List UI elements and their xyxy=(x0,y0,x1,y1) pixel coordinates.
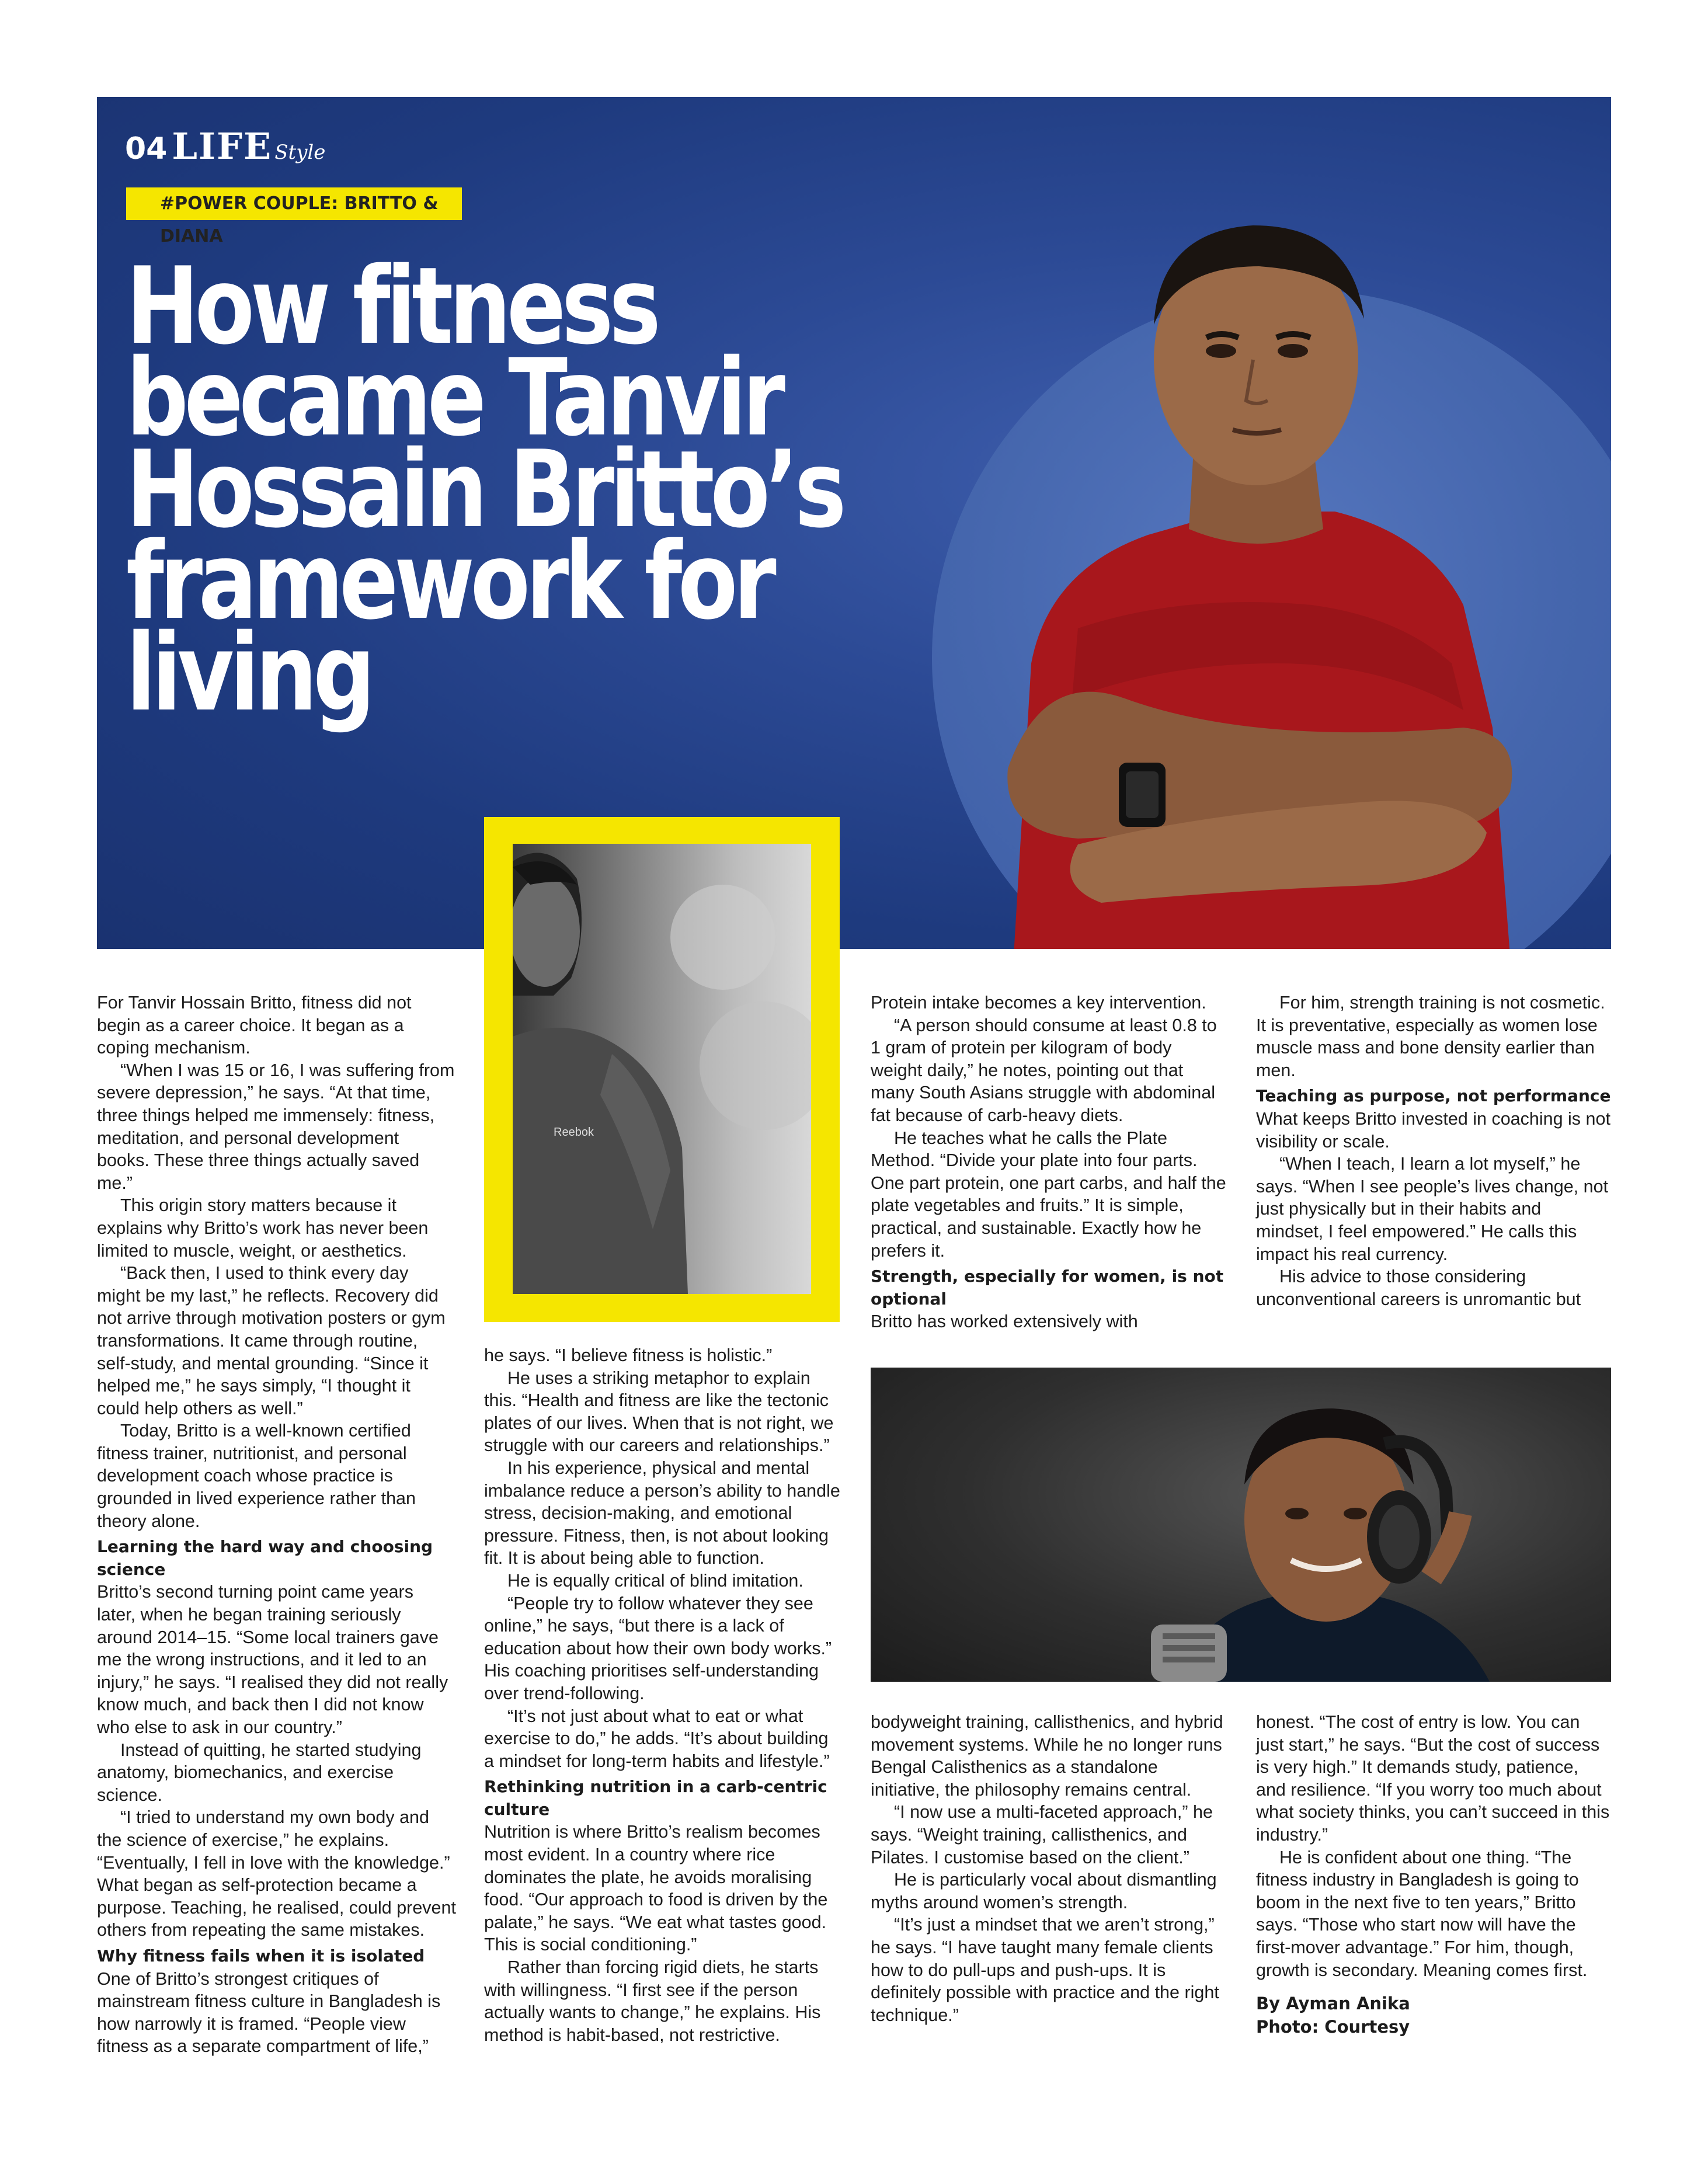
hero-photo-portrait-icon xyxy=(903,185,1574,949)
paragraph: He is particularly vocal about dismantling myths around women’s strength. xyxy=(871,1870,1217,1912)
paragraph: “A person should consume at least 0.8 to 1 gram of protein per kilogram of body weight daily,” he notes, pointing out that many South Asians struggle with abdominal fat because of carb-heavy diets. xyxy=(871,1015,1217,1125)
paragraph: Britto’s second turning point came years later, when he began training seriously around 2014–15. “Some local trainers gave me the wrong instructions, and it led to an injury,” he says. “I realised they did not really know much, and back then I did not know who else to ask in our country.” xyxy=(97,1582,448,1737)
paragraph: Instead of quitting, he started studying anatomy, biomechanics, and exercise science. xyxy=(97,1740,422,1805)
paragraph: “It’s just a mindset that we aren’t strong,” he says. “I have taught many female clients how to do pull-ups and push-ups. It is definitely possible with practice and the right technique.” xyxy=(871,1915,1219,2025)
paragraph: Today, Britto is a well-known certified fitness trainer, nutritionist, and personal development coach whose practice is grounded in lived experience rather than theory alone. xyxy=(97,1421,416,1531)
paragraph: He is confident about one thing. “The fitness industry in Bangladesh is going to boom in the next five to ten years,” Britto says. “Those who start now will have the first-mover advantage.” For him, though, growth is secondary. Meaning comes first. xyxy=(1256,1847,1588,1980)
paragraph: Nutrition is where Britto’s realism becomes most evident. In a country where rice dominates the plate, he avoids moralising food. “Our approach to food is driven by the palate,” he says. “We eat what tastes good. This is social conditioning.” xyxy=(484,1822,828,1955)
paragraph: honest. “The cost of entry is low. You can just start,” he says. “But the cost of success is very high.” It demands study, patience, and resilience. “If you worry too much about what society thinks, you can’t succeed in this industry.” xyxy=(1256,1712,1610,1845)
hero-banner xyxy=(97,97,1611,949)
portrait-bw-icon xyxy=(513,844,811,1294)
section-logo: LIFE xyxy=(172,125,273,168)
paragraph: “When I teach, I learn a lot myself,” he says. “When I see people’s lives change, not just physically but in their habits and mindset, I feel empowered.” He calls this impact his real currency. xyxy=(1256,1154,1609,1264)
paragraph: One of Britto’s strongest critiques of mainstream fitness culture in Bangladesh is how narrowly it is framed. “People view fitness as a separate compartment of life,” xyxy=(97,1968,441,2057)
paragraph: For Tanvir Hossain Britto, fitness did not begin as a career choice. It began as a coping mechanism. xyxy=(97,993,412,1058)
paragraph: He uses a striking metaphor to explain this. “Health and fitness are like the tectonic plates of our lives. When that is not right, we struggle with our careers and relationships.” xyxy=(484,1368,834,1456)
section-logo-sub: Style xyxy=(274,141,326,164)
article-column-3-bottom xyxy=(871,1711,1227,2026)
paragraph: Britto has worked extensively with xyxy=(871,1312,1138,1332)
subheading: Why fitness fails when it is isolated xyxy=(97,1946,425,1966)
subheading: Rethinking nutrition in a carb-centric culture xyxy=(484,1777,827,1819)
byline xyxy=(1256,1992,1612,2039)
article-column-1 xyxy=(97,992,456,2058)
paragraph: bodyweight training, callisthenics, and hybrid movement systems. While he no longer runs Bengal Calisthenics as a standalone initiative, the philosophy remains central. xyxy=(871,1712,1223,1800)
paragraph: Protein intake becomes a key intervention. xyxy=(871,993,1206,1013)
paragraph: He teaches what he calls the Plate Method. “Divide your plate into four parts. One part protein, one part carbs, and half the plate vegetables and fruits.” It is simple, practical, and sustainable. Exactly how he prefers it. xyxy=(871,1128,1226,1261)
headline-line-4: framework for xyxy=(126,519,773,643)
article-column-3-top xyxy=(871,992,1227,1333)
article-column-4-bottom xyxy=(1256,1711,1612,2039)
headline-line-2: became Tanvir xyxy=(126,336,781,460)
article-column-4-top xyxy=(1256,992,1612,1310)
reebok-logo-text: Reebok xyxy=(554,1126,594,1139)
subheading: Strength, especially for women, is not optional xyxy=(871,1267,1224,1309)
author-name: By Ayman Anika xyxy=(1256,1994,1410,2014)
paragraph: “It’s not just about what to eat or what exercise to do,” he adds. “It’s about building a mindset for long-term habits and lifestyle.” xyxy=(484,1706,830,1771)
paragraph: For him, strength training is not cosmetic. It is preventative, especially as women lose muscle mass and bone density earlier than men. xyxy=(1256,993,1605,1080)
paragraph: “Back then, I used to think every day might be my last,” he reflects. Recovery did not arrive through motivation posters or gym transformations. It came through routine, self-study, and mental grounding. “Since it helped me,” he says simply, “I thought it could help others as well.” xyxy=(97,1263,446,1418)
headline-line-5: living xyxy=(126,611,371,735)
article-column-2 xyxy=(484,1344,840,2046)
portrait-headphones-icon xyxy=(871,1368,1611,1682)
inset-photo xyxy=(513,844,811,1294)
paragraph: “When I was 15 or 16, I was suffering from severe depression,” he says. “At that time, three things helped me immensely: fitness, meditation, and personal development books. These three things actually saved me.” xyxy=(97,1060,455,1193)
podcast-photo xyxy=(871,1368,1611,1682)
page-number: 04 xyxy=(125,131,168,166)
paragraph: In his experience, physical and mental imbalance reduce a person’s ability to handle stress, decision-making, and emotional pressure. Fitness, then, is not about looking fit. It is about being able to function. xyxy=(484,1458,840,1568)
subheading: Teaching as purpose, not performance xyxy=(1256,1086,1611,1106)
headline-line-3: Hossain Britto’s xyxy=(126,427,843,551)
headline xyxy=(126,244,843,735)
paragraph: he says. “I believe fitness is holistic.” xyxy=(484,1345,773,1365)
paragraph: What keeps Britto invested in coaching is not visibility or scale. xyxy=(1256,1108,1610,1152)
photo-credit: Photo: Courtesy xyxy=(1256,2017,1410,2037)
paragraph: His advice to those considering unconventional careers is unromantic but xyxy=(1256,1267,1581,1309)
paragraph: Rather than forcing rigid diets, he starts with willingness. “I first see if the person actually wants to change,” he explains. His method is habit-based, not restrictive. xyxy=(484,1957,821,2045)
paragraph: “People try to follow whatever they see online,” he says, “but there is a lack of education about how their own body works.” His coaching prioritises self-understanding over trend-following. xyxy=(484,1593,832,1703)
page-folio xyxy=(125,125,325,168)
paragraph: He is equally critical of blind imitation. xyxy=(507,1570,803,1591)
headline-line-1: How fitness xyxy=(126,244,657,368)
paragraph: “I tried to understand my own body and the science of exercise,” he explains. “Eventually, I fell in love with the knowledge.” What began as self-protection became a purpose. Teaching, he realised, could prevent others from repeating the same mistakes. xyxy=(97,1807,456,1940)
kicker-tag: #POWER COUPLE: BRITTO & DIANA xyxy=(126,187,462,220)
subheading: Learning the hard way and choosing science xyxy=(97,1537,433,1579)
paragraph: This origin story matters because it explains why Britto’s work has never been limited to muscle, weight, or aesthetics. xyxy=(97,1195,429,1261)
paragraph: “I now use a multi-faceted approach,” he says. “Weight training, callisthenics, and Pilates. I customise based on the client.” xyxy=(871,1802,1213,1867)
